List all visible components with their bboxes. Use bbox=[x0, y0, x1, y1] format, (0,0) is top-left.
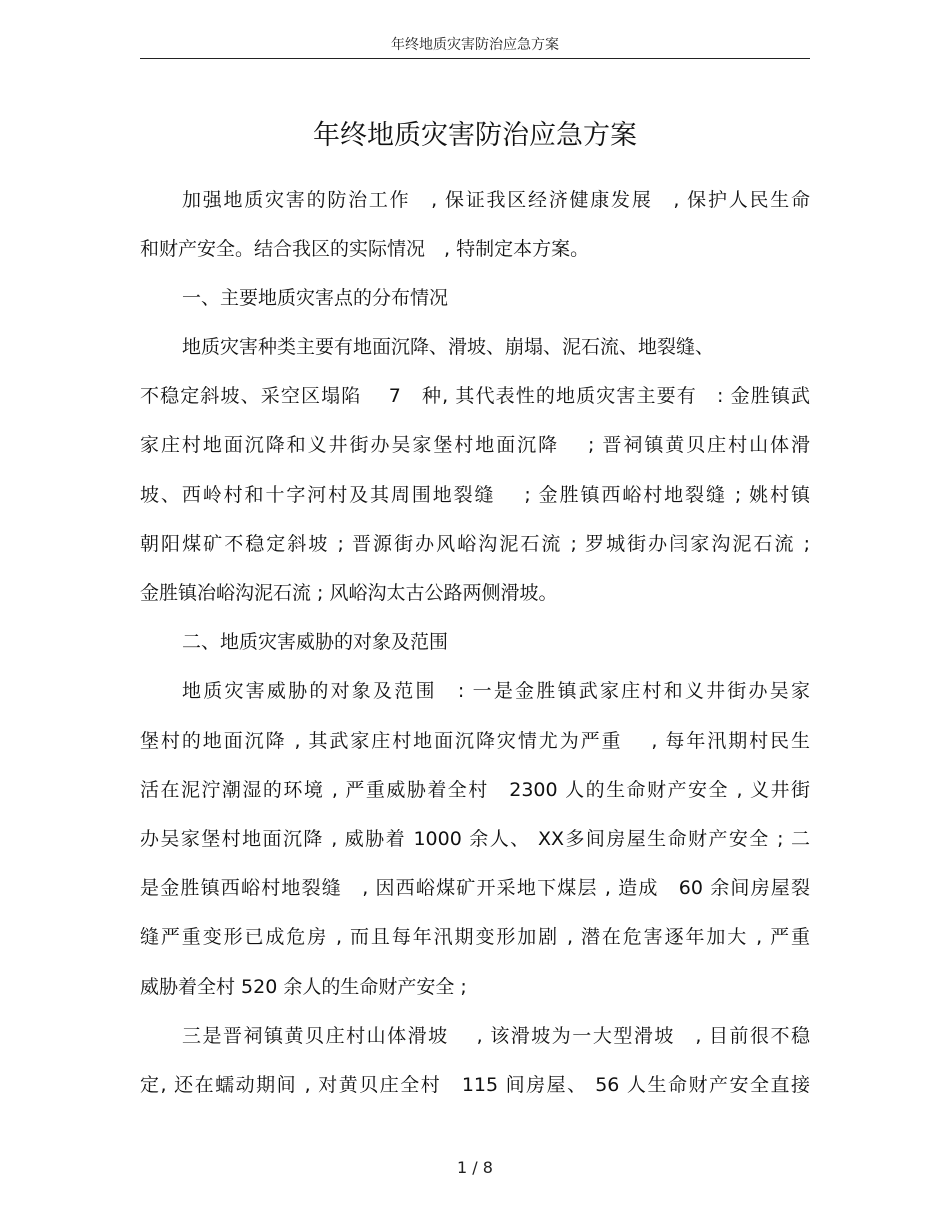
text-line: 三是晋祠镇黄贝庄村山体滑坡 , 该滑坡为一大型滑坡 , 目前很不稳 bbox=[182, 1025, 810, 1047]
text-line: 加强地质灾害的防治工作 , 保证我区经济健康发展 , 保护人民生命 bbox=[182, 189, 810, 211]
text-line: 活在泥泞潮湿的环境 , 严重威胁着全村 2300 人的生命财产安全 , 义井街 bbox=[140, 779, 810, 801]
text-line: 地质灾害种类主要有地面沉降、滑坡、崩塌、泥石流、地裂缝、 bbox=[182, 336, 715, 358]
document-title: 年终地质灾害防治应急方案 bbox=[313, 120, 637, 151]
text-line: 是金胜镇西峪村地裂缝 , 因西峪煤矿开采地下煤层 , 造成 60 余间房屋裂 bbox=[140, 877, 810, 899]
text-line: 不稳定斜坡、采空区塌陷 7 种, 其代表性的地质灾害主要有 : 金胜镇武 bbox=[140, 385, 810, 407]
text-line: 缝严重变形已成危房 , 而且每年汛期变形加剧 , 潜在危害逐年加大 , 严重 bbox=[140, 926, 810, 948]
section-heading: 二、地质灾害威胁的对象及范围 bbox=[182, 631, 449, 653]
text-line: 家庄村地面沉降和义井街办吴家堡村地面沉降 ; 晋祠镇黄贝庄村山体滑 bbox=[140, 434, 810, 456]
running-header: 年终地质灾害防治应急方案 bbox=[391, 37, 559, 53]
text-line: 坡、西岭村和十字河村及其周围地裂缝 ; 金胜镇西峪村地裂缝 ; 姚村镇 bbox=[140, 484, 810, 506]
text-line: 定, 还在蠕动期间 , 对黄贝庄全村 115 间房屋、 56 人生命财产安全直接 bbox=[140, 1074, 810, 1096]
text-line: 和财产安全。结合我区的实际情况 , 特制定本方案。 bbox=[140, 238, 590, 260]
page-number: 1 / 8 bbox=[457, 1158, 493, 1177]
text-line: 地质灾害威胁的对象及范围 : 一是金胜镇武家庄村和义井街办吴家 bbox=[182, 680, 810, 702]
text-line: 堡村的地面沉降 , 其武家庄村地面沉降灾情尤为严重 , 每年汛期村民生 bbox=[140, 730, 810, 752]
section-heading: 一、主要地质灾害点的分布情况 bbox=[182, 287, 449, 309]
text-line: 朝阳煤矿不稳定斜坡 ; 晋源街办风峪沟泥石流 ; 罗城街办闫家沟泥石流 ; bbox=[140, 533, 810, 555]
header-rule bbox=[140, 58, 810, 59]
text-line: 办吴家堡村地面沉降 , 威胁着 1000 余人、 XX多间房屋生命财产安全 ; 二 bbox=[140, 828, 810, 850]
text-line: 金胜镇冶峪沟泥石流 ; 风峪沟太古公路两侧滑坡。 bbox=[140, 582, 558, 604]
text-line: 威胁着全村 520 余人的生命财产安全 ; bbox=[140, 976, 467, 998]
